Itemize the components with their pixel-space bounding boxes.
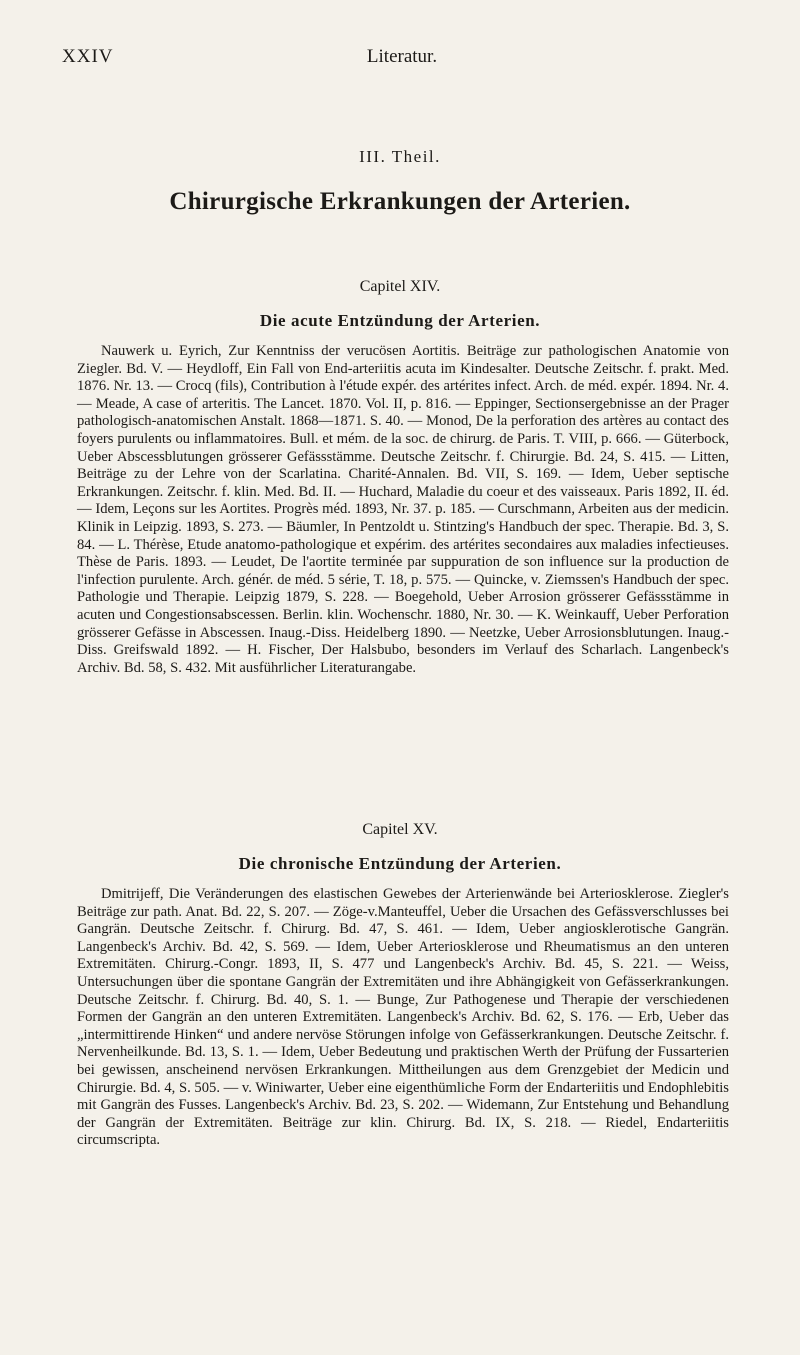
chapter-xv-bibliography: Dmitrijeff, Die Veränderungen des elastischen Gewebes der Arterienwände bei Arteriosklerose. Ziegler's Beiträge zur path. Anat. Bd. 22, S. 207. — Zöge-v.Manteuffel, Ueber die Ursachen des Gefässverschlusses bei Gangrän. Deutsche Zeitschr. f. Chirurg. Bd. 47, S. 461. — Idem, Ueber angiosklerotische Gangrän. Langenbeck's Archiv. Bd. 42, S. 569. — Idem, Ueber Arteriosklerose und Rheumatismus an den unteren Extremitäten. Chirurg.-Congr. 1893, II, S. 477 und Langenbeck's Archiv. Bd. 45, S. 221. — Weiss, Untersuchungen über die spontane Gangrän der Extremitäten und ihre Abhängigkeit von Gefässerkrankungen. Deutsche Zeitschr. f. Chirurg. Bd. 40, S. 1. — Bunge, Zur Pathogenese und Therapie der verschiedenen Formen der Gangrän an den unteren Extremitäten. Langenbeck's Archiv. Bd. 62, S. 176. — Erb, Ueber das „intermittirende Hinken“ und andere nervöse Störungen infolge von Gefässerkrankungen. Deutsche Zeitschr. f. Nervenheilkunde. Bd. 13, S. 1. — Idem, Ueber Bedeutung und praktischen Werth der Prüfung der Fussarterien bei gewissen, anscheinend nervösen Erkrankungen. Mittheilungen aus dem Grenzgebiet der Medicin und Chirurgie. Bd. 4, S. 505. — v. Winiwarter, Ueber eine eigenthümliche Form der Endarteriitis und Endophlebitis mit Gangrän des Fusses. Langenbeck's Archiv. Bd. 23, S. 202. — Widemann, Zur Entstehung und Behandlung der Gangrän der Extremitäten. Beiträge zur klin. Chirurg. Bd. IX, S. 218. — Riedel, Endarteriitis circumscripta. xyxy=(77,886,729,1149)
chapter-xiv-label: Capitel XIV. xyxy=(359,278,441,295)
page-number: XXIV xyxy=(62,46,114,67)
chapter-xiv-bibliography: Nauwerk u. Eyrich, Zur Kenntniss der verucösen Aortitis. Beiträge zur pathologischen Anatomie von Ziegler. Bd. V. — Heydloff, Ein Fall von End-arteriitis acuta im Kindesalter. Deutsche Zeitschr. f. prakt. Med. 1876. Nr. 13. — Crocq (fils), Contribution à l'étude expér. des artérites infect. Arch. de méd. expér. 1894. Nr. 4. — Meade, A case of arteritis. The Lancet. 1870. Vol. II, p. 816. — Eppinger, Sectionsergebnisse an der Prager pathologisch-anatomischen Anstalt. 1868—1871. S. 40. — Monod, De la perforation des artères au contact des foyers purulents ou inflammatoires. Bull. et mém. de la soc. de chirurg. de Paris. T. VIII, p. 666. — Güterbock, Ueber Abscessblutungen grösserer Gefässstämme. Deutsche Zeitschr. f. Chirurgie. Bd. 24, S. 415. — Litten, Beiträge zu der Lehre von der Scarlatina. Charité-Annalen. Bd. VII, S. 169. — Idem, Ueber septische Erkrankungen. Zeitschr. f. klin. Med. Bd. II. — Huchard, Maladie du coeur et des vaisseaux. Paris 1892, II. éd. — Idem, Leçons sur les Aortites. Progrès méd. 1893, Nr. 37. p. 185. — Curschmann, Arbeiten aus der medicin. Klinik in Leipzig. 1893, S. 273. — Bäumler, In Pentzoldt u. Stintzing's Handbuch der spec. Therapie. Bd. 3, S. 84. — L. Thérèse, Etude anatomo-pathologique et expérim. des artérites secondaires aux maladies infectieuses. Thèse de Paris. 1893. — Leudet, De l'aortite terminée par suppuration de son influence sur la production de l'infection purulente. Arch. génér. de méd. 5 série, T. 18, p. 575. — Quincke, v. Ziemssen's Handbuch der spec. Pathologie und Therapie. Leipzig 1879, S. 228. — Boegehold, Ueber Arrosion grösserer Gefässstämme in acuten und Congestionsabscessen. Berlin. klin. Wochenschr. 1880, Nr. 30. — K. Weinkauff, Ueber Perforation grösserer Gefässe in Abscessen. Inaug.-Diss. Heidelberg 1890. — Neetzke, Ueber Arrosionsblutungen. Inaug.-Diss. Greifswald 1892. — H. Fischer, Der Halsbubo, besonders im Verlauf des Scharlach. Langenbeck's Archiv. Bd. 58, S. 432. Mit ausführlicher Literaturangabe. xyxy=(77,343,729,676)
chapter-xiv-title: Die acute Entzündung der Arterien. xyxy=(259,311,541,330)
chapter-xv-title: Die chronische Entzündung der Arterien. xyxy=(238,854,562,873)
running-head xyxy=(62,46,742,76)
running-title: Literatur. xyxy=(366,46,438,67)
part-title: Chirurgische Erkrankungen der Arterien. xyxy=(169,188,631,215)
chapter-xv-label: Capitel XV. xyxy=(362,821,438,838)
part-label: III. Theil. xyxy=(359,147,441,166)
